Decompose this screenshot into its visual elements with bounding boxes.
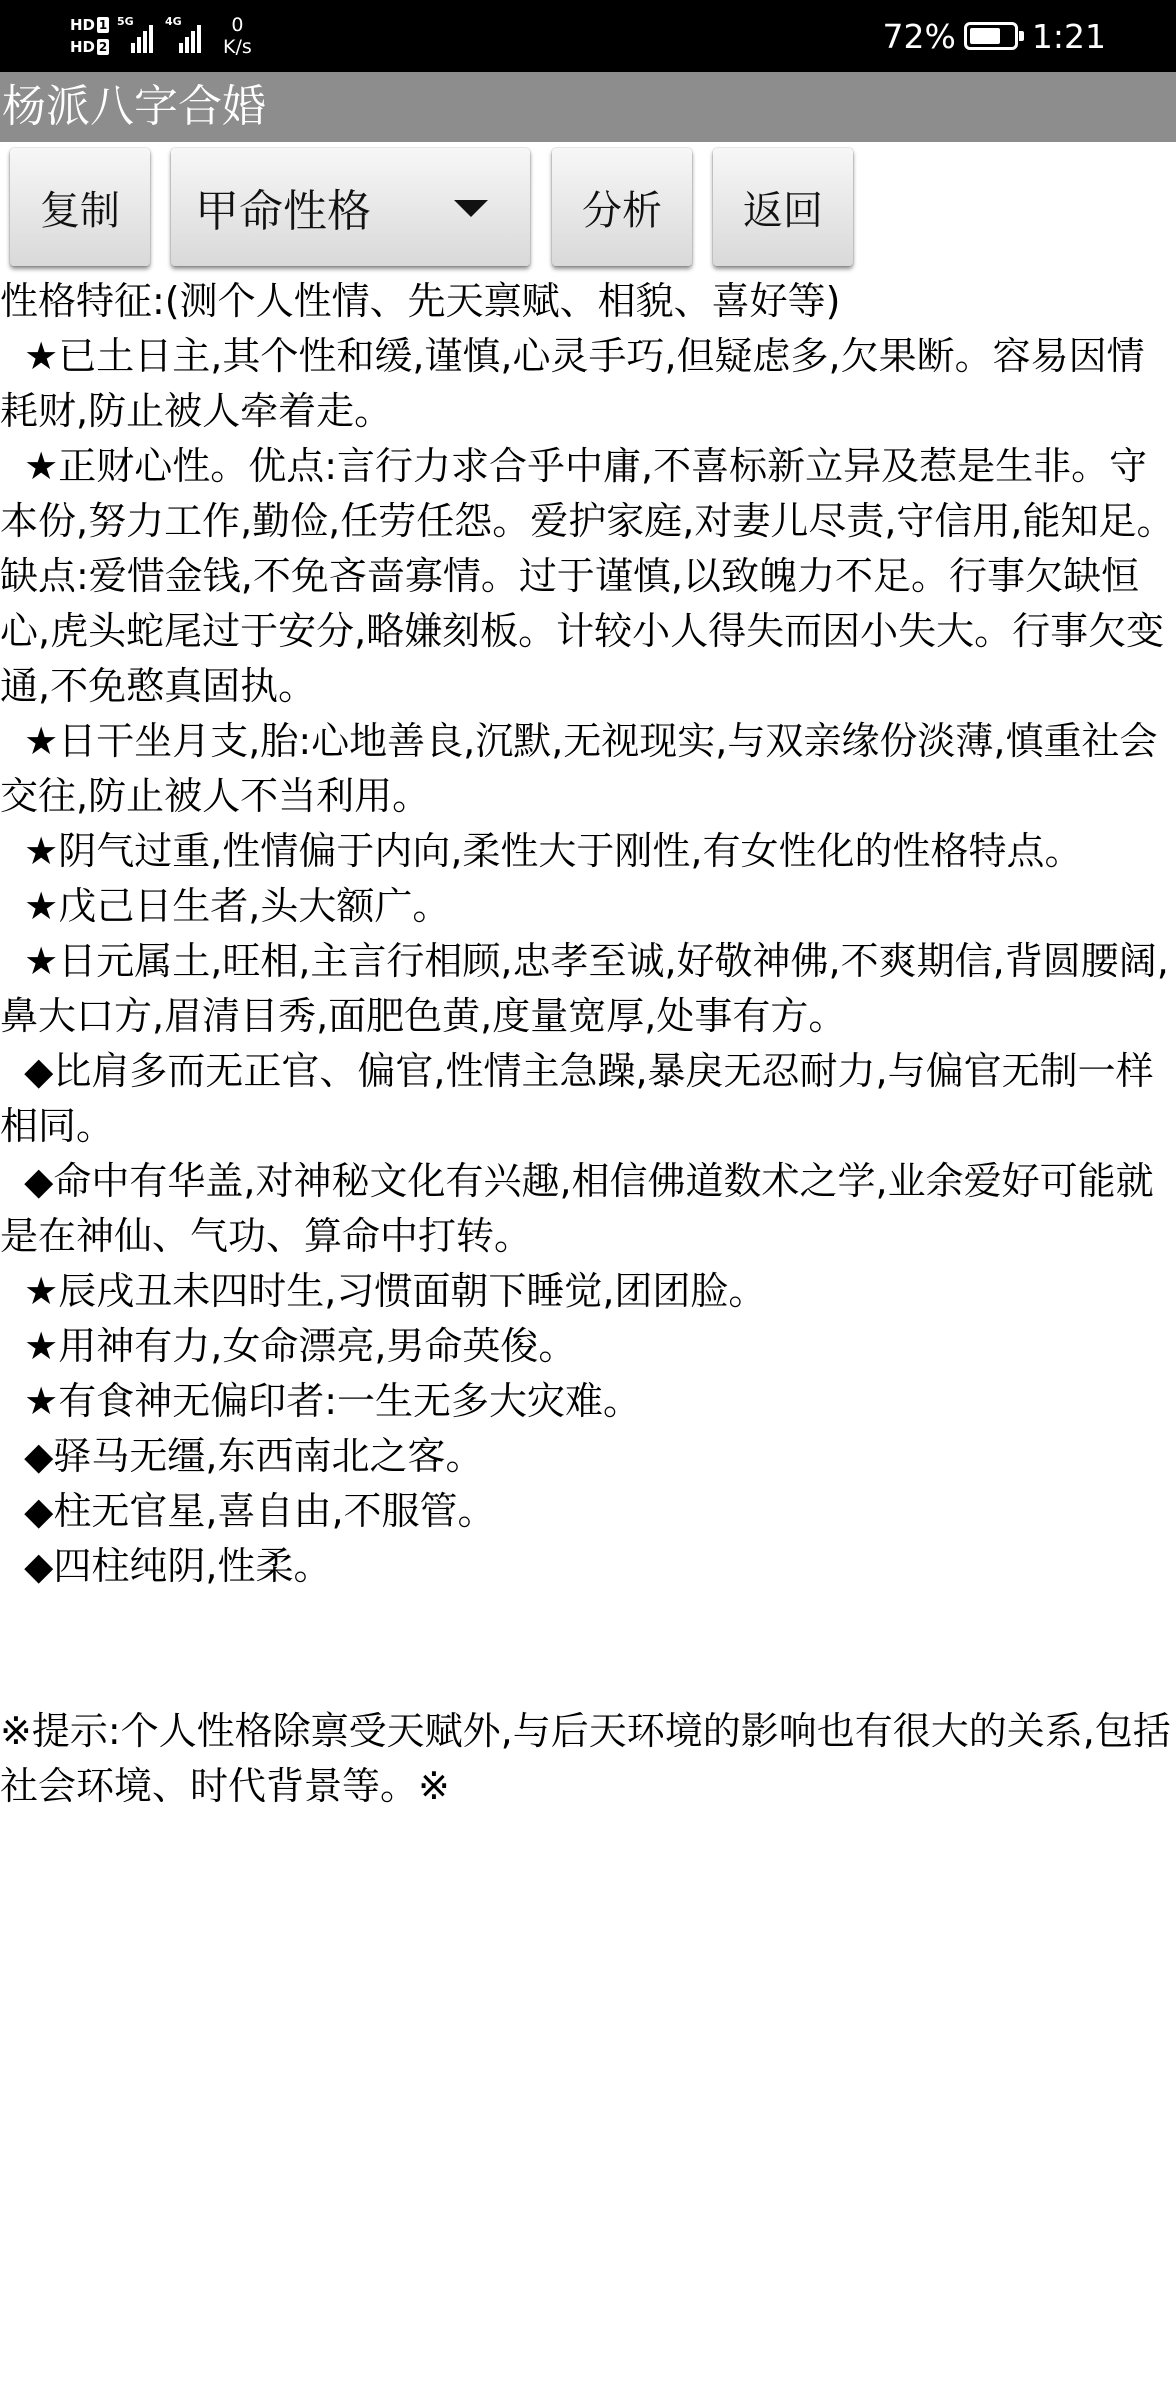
- battery-tip: [1019, 31, 1024, 41]
- result-paragraph: ◆柱无官星,喜自由,不服管。: [0, 1489, 496, 1533]
- battery-percent: 72%: [882, 16, 956, 56]
- result-paragraph: ★阴气过重,性情偏于内向,柔性大于刚性,有女性化的性格特点。: [0, 829, 1083, 873]
- status-left: [70, 6, 252, 66]
- hd2-icon: [70, 38, 109, 56]
- result-paragraph: ◆比肩多而无正官、偏官,性情主急躁,暴戾无忍耐力,与偏官无制一样相同。: [0, 1049, 1154, 1148]
- result-paragraph: ◆四柱纯阴,性柔。: [0, 1544, 332, 1588]
- toolbar: [0, 142, 1176, 274]
- copy-button-label: 复制: [40, 187, 120, 234]
- signal-5g-label: 5G: [117, 15, 134, 28]
- signal-5g-icon: [117, 15, 155, 53]
- result-paragraph: ★日元属土,旺相,主言行相顾,忠孝至诚,好敬神佛,不爽期信,背圆腰阔,鼻大口方,眉清目秀,面肥色黄,度量宽厚,处事有方。: [0, 939, 1169, 1038]
- result-paragraph: ★戊己日生者,头大额广。: [0, 884, 451, 928]
- back-button-label: 返回: [743, 187, 823, 234]
- result-paragraph: ★用神有力,女命漂亮,男命英俊。: [0, 1324, 577, 1368]
- hd2-number: 2: [98, 40, 108, 54]
- app-title: 杨派八字合婚: [2, 81, 266, 132]
- result-paragraph: ★日干坐月支,胎:心地善良,沉默,无视现实,与双亲缘份淡薄,慎重社会交往,防止被人不当利用。: [0, 719, 1158, 818]
- chevron-down-icon: [454, 200, 488, 217]
- hd-indicators: [70, 14, 109, 58]
- result-heading: 性格特征:(测个人性情、先天禀赋、相貌、喜好等): [0, 279, 841, 323]
- result-tip: ※提示:个人性格除禀受天赋外,与后天环境的影响也有很大的关系,包括社会环境、时代背景等。※: [0, 1709, 1171, 1808]
- hd1-icon: [70, 16, 109, 34]
- result-paragraph: ★辰戌丑未四时生,习惯面朝下睡觉,团团脸。: [0, 1269, 767, 1313]
- result-paragraph: ◆驿马无缰,东西南北之客。: [0, 1434, 484, 1478]
- status-bar: [0, 0, 1176, 72]
- spacer: [0, 1594, 1176, 1704]
- back-button[interactable]: [713, 148, 853, 266]
- network-speed-unit: K/s: [223, 36, 252, 58]
- analyze-button-label: 分析: [582, 187, 662, 234]
- hd1-label: HD: [70, 16, 96, 34]
- result-paragraph: ◆命中有华盖,对神秘文化有兴趣,相信佛道数术之学,业余爱好可能就是在神仙、气功、算命中打转。: [0, 1159, 1154, 1258]
- result-paragraph: ★已土日主,其个性和缓,谨慎,心灵手巧,但疑虑多,欠果断。容易因情耗财,防止被人牵着走。: [0, 334, 1145, 433]
- hd1-number: 1: [98, 18, 108, 32]
- result-paragraph: ★有食神无偏印者:一生无多大灾难。: [0, 1379, 642, 1423]
- analyze-button[interactable]: [552, 148, 692, 266]
- result-paragraph: ★正财心性。优点:言行力求合乎中庸,不喜标新立异及惹是生非。守本份,努力工作,勤俭,任劳任怨。爱护家庭,对妻儿尽责,守信用,能知足。缺点:爱惜金钱,不免吝啬寡情。过于谨慎,以致魄力不足。行事欠缺恒心,虎头蛇尾过于安分,略嫌刻板。计较小人得失而因小失大。行事欠变通,不免憨真固执。: [0, 444, 1175, 708]
- network-speed-value: 0: [231, 14, 244, 36]
- battery-fill: [970, 28, 1000, 44]
- mode-select-value: 甲命性格: [195, 186, 371, 237]
- signal-4g-label: 4G: [165, 15, 182, 28]
- app-title-bar: [0, 72, 1176, 142]
- copy-button[interactable]: [10, 148, 150, 266]
- mode-select[interactable]: [171, 148, 530, 266]
- status-right: [883, 6, 1106, 66]
- result-text: [0, 274, 1176, 1814]
- hd2-label: HD: [70, 38, 96, 56]
- signal-4g-icon: [165, 15, 203, 53]
- battery-icon: [964, 22, 1018, 50]
- clock: 1:21: [1031, 16, 1106, 56]
- network-speed: [223, 14, 252, 58]
